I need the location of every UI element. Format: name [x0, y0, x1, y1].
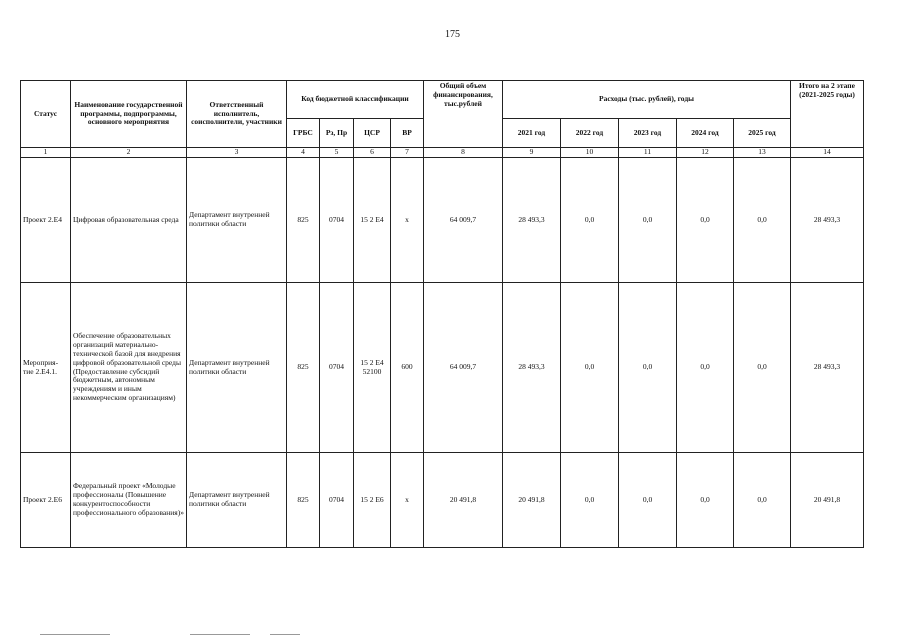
row-responsible: Департамент внутренней политики области — [187, 453, 287, 548]
header-year-2025: 2025 год — [734, 119, 791, 148]
column-number: 12 — [677, 148, 734, 158]
header-expenses: Расходы (тыс. рублей), годы — [503, 81, 791, 119]
row-vr: х — [391, 453, 424, 548]
row-vr: х — [391, 158, 424, 283]
page-number: 175 — [445, 29, 460, 40]
scan-artifacts — [0, 628, 905, 640]
column-number: 14 — [791, 148, 864, 158]
row-status: Мероприя-тие 2.Е4.1. — [21, 283, 71, 453]
column-number: 4 — [287, 148, 320, 158]
row-responsible: Департамент внутренней политики области — [187, 283, 287, 453]
row-total: 64 009,7 — [424, 158, 503, 283]
row-sum: 28 493,3 — [791, 283, 864, 453]
column-number: 5 — [320, 148, 354, 158]
row-2022: 0,0 — [561, 283, 619, 453]
header-row — [21, 81, 864, 119]
column-number: 6 — [354, 148, 391, 158]
row-grbs: 825 — [287, 158, 320, 283]
header-responsible: Ответственный исполнитель, соисполнители, участники — [187, 81, 287, 148]
row-total: 64 009,7 — [424, 283, 503, 453]
header-status: Статус — [21, 81, 71, 148]
row-name: Обеспечение образовательных организаций материально-технической базой для внедрения цифровой образовательной среды (Предоставление субсидий бюджетным, автономным учреждениям и иным некоммерческим организациям) — [71, 283, 187, 453]
row-vr: 600 — [391, 283, 424, 453]
row-sum: 28 493,3 — [791, 158, 864, 283]
row-2021: 28 493,3 — [503, 283, 561, 453]
column-numbers-row — [21, 148, 864, 158]
row-name: Цифровая образовательная среда — [71, 158, 187, 283]
row-status: Проект 2.Е4 — [21, 158, 71, 283]
row-2024: 0,0 — [677, 158, 734, 283]
header-vr: ВР — [391, 119, 424, 148]
table-row — [21, 158, 864, 283]
row-total: 20 491,8 — [424, 453, 503, 548]
row-sum: 20 491,8 — [791, 453, 864, 548]
row-rzpr: 0704 — [320, 453, 354, 548]
column-number: 1 — [21, 148, 71, 158]
row-2025: 0,0 — [734, 453, 791, 548]
row-grbs: 825 — [287, 453, 320, 548]
header-year-2021: 2021 год — [503, 119, 561, 148]
header-total-volume: Общий объем финансирования, тыс.рублей — [424, 81, 503, 148]
row-2023: 0,0 — [619, 453, 677, 548]
header-year-2023: 2023 год — [619, 119, 677, 148]
row-grbs: 825 — [287, 283, 320, 453]
column-number: 11 — [619, 148, 677, 158]
column-number: 8 — [424, 148, 503, 158]
row-csr: 15 2 Е4 52100 — [354, 283, 391, 453]
row-2023: 0,0 — [619, 283, 677, 453]
column-number: 3 — [187, 148, 287, 158]
header-csr: ЦСР — [354, 119, 391, 148]
budget-table — [20, 80, 864, 548]
row-2024: 0,0 — [677, 453, 734, 548]
column-number: 7 — [391, 148, 424, 158]
header-grbs: ГРБС — [287, 119, 320, 148]
row-2023: 0,0 — [619, 158, 677, 283]
row-status: Проект 2.Е6 — [21, 453, 71, 548]
row-2021: 28 493,3 — [503, 158, 561, 283]
table-row — [21, 453, 864, 548]
row-rzpr: 0704 — [320, 283, 354, 453]
row-2022: 0,0 — [561, 158, 619, 283]
row-2022: 0,0 — [561, 453, 619, 548]
row-csr: 15 2 Е6 — [354, 453, 391, 548]
header-budget-code: Код бюджетной классификации — [287, 81, 424, 119]
row-rzpr: 0704 — [320, 158, 354, 283]
header-rzpr: Рз, Пр — [320, 119, 354, 148]
row-name: Федеральный проект «Молодые профессионалы (Повышение конкурентоспособности профессионального образования)» — [71, 453, 187, 548]
header-result-total: Итого на 2 этапе (2021-2025 годы) — [791, 81, 864, 148]
column-number: 10 — [561, 148, 619, 158]
header-year-2024: 2024 год — [677, 119, 734, 148]
column-number: 13 — [734, 148, 791, 158]
header-name: Наименование государственной программы, подпрограммы, основного мероприятия — [71, 81, 187, 148]
column-number: 9 — [503, 148, 561, 158]
row-responsible: Департамент внутренней политики области — [187, 158, 287, 283]
row-2021: 20 491,8 — [503, 453, 561, 548]
row-2025: 0,0 — [734, 158, 791, 283]
column-number: 2 — [71, 148, 187, 158]
row-2024: 0,0 — [677, 283, 734, 453]
header-year-2022: 2022 год — [561, 119, 619, 148]
row-csr: 15 2 Е4 — [354, 158, 391, 283]
table-row — [21, 283, 864, 453]
row-2025: 0,0 — [734, 283, 791, 453]
